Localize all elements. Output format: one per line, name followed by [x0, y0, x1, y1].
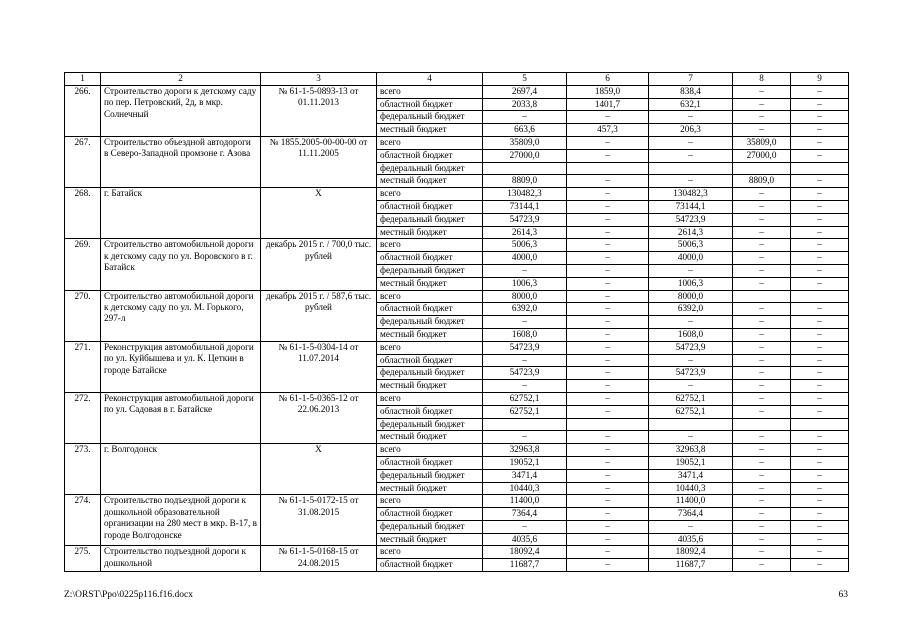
- funding-source: федеральный бюджет: [377, 418, 483, 431]
- amount-cell: –: [567, 431, 649, 444]
- project-document: № 61-1-5-0168-15 от 24.08.2015: [261, 546, 377, 572]
- amount-cell: –: [567, 303, 649, 316]
- amount-cell: 4035,6: [649, 533, 733, 546]
- amount-cell: –: [567, 392, 649, 405]
- amount-cell: [649, 418, 733, 431]
- amount-cell: –: [649, 354, 733, 367]
- amount-cell: –: [733, 226, 791, 239]
- amount-cell: –: [567, 316, 649, 329]
- amount-cell: –: [791, 175, 849, 188]
- amount-cell: –: [483, 264, 567, 277]
- column-header: 6: [567, 73, 649, 86]
- amount-cell: 18092,4: [483, 546, 567, 559]
- budget-table: [64, 72, 849, 572]
- amount-cell: –: [791, 456, 849, 469]
- amount-cell: –: [791, 239, 849, 252]
- amount-cell: –: [791, 316, 849, 329]
- amount-cell: 5006,3: [649, 239, 733, 252]
- amount-cell: 62752,1: [649, 405, 733, 418]
- amount-cell: –: [791, 303, 849, 316]
- funding-source: областной бюджет: [377, 354, 483, 367]
- amount-cell: 7364,4: [649, 508, 733, 521]
- object-name: Строительство объездной автодороги в Северо-Западной промзоне г. Азова: [101, 136, 261, 187]
- column-header: 2: [101, 73, 261, 86]
- amount-cell: 8000,0: [649, 290, 733, 303]
- amount-cell: –: [567, 520, 649, 533]
- amount-cell: 7364,4: [483, 508, 567, 521]
- amount-cell: [483, 418, 567, 431]
- amount-cell: 1006,3: [649, 277, 733, 290]
- table-row: [65, 136, 849, 149]
- amount-cell: 27000,0: [483, 149, 567, 162]
- object-name: Строительство автомобильной дороги к детскому саду по ул. М. Горького, 297-л: [101, 290, 261, 341]
- amount-cell: –: [649, 149, 733, 162]
- funding-source: областной бюджет: [377, 98, 483, 111]
- amount-cell: 206,3: [649, 124, 733, 137]
- amount-cell: –: [791, 200, 849, 213]
- amount-cell: –: [649, 175, 733, 188]
- amount-cell: 54723,9: [483, 213, 567, 226]
- amount-cell: –: [791, 533, 849, 546]
- funding-source: областной бюджет: [377, 405, 483, 418]
- project-document: декабрь 2015 г. / 587,6 тыс. рублей: [261, 290, 377, 341]
- object-name: Строительство подъездной дороги к дошкольной образовательной организации на 280 мест в мкр. В-17, в городе Волгодонске: [101, 495, 261, 546]
- amount-cell: –: [649, 520, 733, 533]
- amount-cell: –: [791, 520, 849, 533]
- amount-cell: –: [649, 380, 733, 393]
- project-document: Х: [261, 188, 377, 239]
- amount-cell: –: [733, 533, 791, 546]
- amount-cell: –: [483, 380, 567, 393]
- amount-cell: –: [567, 200, 649, 213]
- amount-cell: –: [567, 405, 649, 418]
- amount-cell: 54723,9: [483, 341, 567, 354]
- amount-cell: –: [567, 495, 649, 508]
- amount-cell: –: [567, 559, 649, 572]
- amount-cell: –: [733, 444, 791, 457]
- funding-source: областной бюджет: [377, 559, 483, 572]
- funding-source: федеральный бюджет: [377, 316, 483, 329]
- project-document: № 61-1-5-0304-14 от 11.07.2014: [261, 341, 377, 392]
- item-number: 269.: [65, 239, 101, 290]
- amount-cell: –: [567, 482, 649, 495]
- amount-cell: –: [791, 495, 849, 508]
- object-name: Строительство подъездной дороги к дошкольной: [101, 546, 261, 572]
- amount-cell: 10440,3: [649, 482, 733, 495]
- funding-source: федеральный бюджет: [377, 520, 483, 533]
- amount-cell: –: [733, 469, 791, 482]
- amount-cell: [567, 162, 649, 175]
- amount-cell: –: [791, 482, 849, 495]
- amount-cell: [567, 418, 649, 431]
- amount-cell: –: [733, 264, 791, 277]
- amount-cell: 18092,4: [649, 546, 733, 559]
- amount-cell: 32963,8: [649, 444, 733, 457]
- amount-cell: –: [791, 405, 849, 418]
- amount-cell: 2614,3: [483, 226, 567, 239]
- column-header: 5: [483, 73, 567, 86]
- funding-source: федеральный бюджет: [377, 162, 483, 175]
- amount-cell: –: [733, 328, 791, 341]
- funding-source: федеральный бюджет: [377, 264, 483, 277]
- amount-cell: 35809,0: [483, 136, 567, 149]
- amount-cell: –: [791, 124, 849, 137]
- amount-cell: –: [791, 341, 849, 354]
- object-name: Строительство автомобильной дороги к детскому саду по ул. Воровского в г. Батайск: [101, 239, 261, 290]
- amount-cell: 62752,1: [483, 405, 567, 418]
- amount-cell: 6392,0: [483, 303, 567, 316]
- amount-cell: –: [567, 226, 649, 239]
- table-row: [65, 444, 849, 457]
- amount-cell: 8809,0: [483, 175, 567, 188]
- amount-cell: 6392,0: [649, 303, 733, 316]
- amount-cell: –: [733, 341, 791, 354]
- amount-cell: –: [791, 469, 849, 482]
- amount-cell: 11400,0: [483, 495, 567, 508]
- column-header: 9: [791, 73, 849, 86]
- amount-cell: 1608,0: [483, 328, 567, 341]
- amount-cell: –: [733, 431, 791, 444]
- amount-cell: 54723,9: [483, 367, 567, 380]
- amount-cell: 1006,3: [483, 277, 567, 290]
- amount-cell: [649, 162, 733, 175]
- header-row: [65, 73, 849, 86]
- amount-cell: –: [791, 111, 849, 124]
- funding-source: местный бюджет: [377, 175, 483, 188]
- amount-cell: –: [791, 354, 849, 367]
- amount-cell: 1401,7: [567, 98, 649, 111]
- column-header: 3: [261, 73, 377, 86]
- amount-cell: –: [733, 508, 791, 521]
- amount-cell: [791, 162, 849, 175]
- amount-cell: –: [649, 316, 733, 329]
- table-row: [65, 85, 849, 98]
- amount-cell: 4000,0: [649, 252, 733, 265]
- amount-cell: –: [733, 482, 791, 495]
- amount-cell: –: [567, 136, 649, 149]
- amount-cell: –: [733, 392, 791, 405]
- amount-cell: 130482,3: [649, 188, 733, 201]
- amount-cell: –: [567, 264, 649, 277]
- item-number: 273.: [65, 444, 101, 495]
- amount-cell: –: [733, 405, 791, 418]
- amount-cell: 62752,1: [649, 392, 733, 405]
- amount-cell: –: [791, 85, 849, 98]
- funding-source: федеральный бюджет: [377, 469, 483, 482]
- amount-cell: 19052,1: [649, 456, 733, 469]
- amount-cell: –: [567, 456, 649, 469]
- amount-cell: –: [567, 354, 649, 367]
- funding-source: федеральный бюджет: [377, 213, 483, 226]
- amount-cell: [483, 162, 567, 175]
- amount-cell: –: [791, 546, 849, 559]
- amount-cell: –: [649, 136, 733, 149]
- amount-cell: –: [567, 149, 649, 162]
- amount-cell: 4000,0: [483, 252, 567, 265]
- amount-cell: [733, 162, 791, 175]
- funding-source: всего: [377, 444, 483, 457]
- column-header: 8: [733, 73, 791, 86]
- funding-source: всего: [377, 239, 483, 252]
- amount-cell: –: [733, 354, 791, 367]
- object-name: г. Батайск: [101, 188, 261, 239]
- amount-cell: 54723,9: [649, 341, 733, 354]
- item-number: 272.: [65, 392, 101, 443]
- amount-cell: 3471,4: [649, 469, 733, 482]
- project-document: № 61-1-5-0893-13 от 01.11.2013: [261, 85, 377, 136]
- funding-source: федеральный бюджет: [377, 111, 483, 124]
- item-number: 271.: [65, 341, 101, 392]
- object-name: Реконструкция автомобильной дороги по ул. Садовая в г. Батайске: [101, 392, 261, 443]
- amount-cell: 1859,0: [567, 85, 649, 98]
- amount-cell: [791, 418, 849, 431]
- funding-source: местный бюджет: [377, 277, 483, 290]
- amount-cell: 10440,3: [483, 482, 567, 495]
- amount-cell: 457,3: [567, 124, 649, 137]
- amount-cell: –: [567, 367, 649, 380]
- amount-cell: –: [791, 328, 849, 341]
- funding-source: местный бюджет: [377, 533, 483, 546]
- amount-cell: [733, 418, 791, 431]
- amount-cell: –: [733, 559, 791, 572]
- amount-cell: [791, 290, 849, 303]
- page-number: 63: [838, 590, 848, 600]
- amount-cell: 32963,8: [483, 444, 567, 457]
- amount-cell: –: [567, 252, 649, 265]
- amount-cell: –: [733, 495, 791, 508]
- funding-source: местный бюджет: [377, 482, 483, 495]
- funding-source: всего: [377, 495, 483, 508]
- amount-cell: –: [791, 226, 849, 239]
- table-row: [65, 290, 849, 303]
- amount-cell: 663,6: [483, 124, 567, 137]
- amount-cell: 73144,1: [483, 200, 567, 213]
- amount-cell: –: [733, 239, 791, 252]
- amount-cell: –: [483, 354, 567, 367]
- funding-source: областной бюджет: [377, 252, 483, 265]
- amount-cell: 54723,9: [649, 367, 733, 380]
- funding-source: областной бюджет: [377, 149, 483, 162]
- amount-cell: –: [733, 252, 791, 265]
- column-header: 1: [65, 73, 101, 86]
- amount-cell: 8809,0: [733, 175, 791, 188]
- funding-source: областной бюджет: [377, 456, 483, 469]
- amount-cell: –: [567, 188, 649, 201]
- amount-cell: 8000,0: [483, 290, 567, 303]
- item-number: 268.: [65, 188, 101, 239]
- amount-cell: –: [483, 431, 567, 444]
- item-number: 270.: [65, 290, 101, 341]
- funding-source: всего: [377, 136, 483, 149]
- amount-cell: 1608,0: [649, 328, 733, 341]
- amount-cell: –: [733, 277, 791, 290]
- amount-cell: –: [483, 316, 567, 329]
- funding-source: всего: [377, 341, 483, 354]
- amount-cell: –: [791, 277, 849, 290]
- funding-source: всего: [377, 392, 483, 405]
- funding-source: местный бюджет: [377, 226, 483, 239]
- funding-source: всего: [377, 188, 483, 201]
- funding-source: всего: [377, 85, 483, 98]
- amount-cell: –: [567, 341, 649, 354]
- amount-cell: –: [567, 290, 649, 303]
- amount-cell: –: [791, 380, 849, 393]
- amount-cell: 5006,3: [483, 239, 567, 252]
- funding-source: областной бюджет: [377, 200, 483, 213]
- amount-cell: –: [733, 546, 791, 559]
- amount-cell: –: [791, 367, 849, 380]
- amount-cell: –: [649, 431, 733, 444]
- object-name: Строительство дороги к детскому саду по пер. Петровский, 2д, в мкр. Солнечный: [101, 85, 261, 136]
- amount-cell: –: [791, 559, 849, 572]
- funding-source: местный бюджет: [377, 124, 483, 137]
- project-document: № 61-1-5-0365-12 от 22.06.2013: [261, 392, 377, 443]
- funding-source: всего: [377, 546, 483, 559]
- funding-source: федеральный бюджет: [377, 367, 483, 380]
- amount-cell: –: [733, 111, 791, 124]
- amount-cell: 62752,1: [483, 392, 567, 405]
- item-number: 275.: [65, 546, 101, 572]
- project-document: № 61-1-5-0172-15 от 31.08.2015: [261, 495, 377, 546]
- funding-source: местный бюджет: [377, 328, 483, 341]
- amount-cell: –: [567, 546, 649, 559]
- amount-cell: –: [733, 213, 791, 226]
- funding-source: всего: [377, 290, 483, 303]
- amount-cell: 73144,1: [649, 200, 733, 213]
- amount-cell: –: [567, 469, 649, 482]
- amount-cell: –: [791, 136, 849, 149]
- amount-cell: –: [733, 98, 791, 111]
- project-document: Х: [261, 444, 377, 495]
- amount-cell: –: [791, 213, 849, 226]
- footer-file-path: Z:\ORST\Ppo\0225p116.f16.docx: [64, 590, 193, 600]
- item-number: 266.: [65, 85, 101, 136]
- amount-cell: 3471,4: [483, 469, 567, 482]
- column-header: 4: [377, 73, 483, 86]
- item-number: 274.: [65, 495, 101, 546]
- amount-cell: –: [791, 508, 849, 521]
- amount-cell: –: [791, 392, 849, 405]
- amount-cell: –: [649, 264, 733, 277]
- amount-cell: –: [733, 316, 791, 329]
- item-number: 267.: [65, 136, 101, 187]
- table-row: [65, 341, 849, 354]
- amount-cell: 54723,9: [649, 213, 733, 226]
- amount-cell: 2614,3: [649, 226, 733, 239]
- amount-cell: –: [483, 520, 567, 533]
- amount-cell: –: [567, 533, 649, 546]
- amount-cell: –: [567, 508, 649, 521]
- amount-cell: –: [791, 252, 849, 265]
- object-name: г. Волгодонск: [101, 444, 261, 495]
- amount-cell: 2697,4: [483, 85, 567, 98]
- object-name: Реконструкция автомобильной дороги по ул. Куйбышева и ул. К. Цеткин в городе Батайске: [101, 341, 261, 392]
- table-row: [65, 392, 849, 405]
- amount-cell: –: [567, 213, 649, 226]
- amount-cell: –: [791, 149, 849, 162]
- amount-cell: [733, 290, 791, 303]
- amount-cell: 19052,1: [483, 456, 567, 469]
- amount-cell: –: [733, 124, 791, 137]
- amount-cell: –: [567, 380, 649, 393]
- amount-cell: –: [567, 239, 649, 252]
- table-row: [65, 495, 849, 508]
- amount-cell: –: [567, 111, 649, 124]
- amount-cell: 11400,0: [649, 495, 733, 508]
- amount-cell: –: [733, 85, 791, 98]
- amount-cell: –: [649, 111, 733, 124]
- table-row: [65, 239, 849, 252]
- amount-cell: 2033,8: [483, 98, 567, 111]
- amount-cell: 130482,3: [483, 188, 567, 201]
- project-document: декабрь 2015 г. / 700,0 тыс. рублей: [261, 239, 377, 290]
- amount-cell: –: [791, 444, 849, 457]
- amount-cell: 11687,7: [649, 559, 733, 572]
- amount-cell: 35809,0: [733, 136, 791, 149]
- amount-cell: –: [567, 444, 649, 457]
- amount-cell: –: [567, 277, 649, 290]
- amount-cell: –: [483, 111, 567, 124]
- amount-cell: –: [733, 200, 791, 213]
- amount-cell: –: [567, 328, 649, 341]
- amount-cell: –: [733, 303, 791, 316]
- funding-source: местный бюджет: [377, 380, 483, 393]
- funding-source: областной бюджет: [377, 508, 483, 521]
- table-row: [65, 546, 849, 559]
- amount-cell: –: [733, 367, 791, 380]
- amount-cell: –: [733, 520, 791, 533]
- amount-cell: 632,1: [649, 98, 733, 111]
- table-row: [65, 188, 849, 201]
- column-header: 7: [649, 73, 733, 86]
- amount-cell: 838,4: [649, 85, 733, 98]
- amount-cell: –: [733, 380, 791, 393]
- amount-cell: 27000,0: [733, 149, 791, 162]
- amount-cell: –: [791, 188, 849, 201]
- amount-cell: 4035,6: [483, 533, 567, 546]
- funding-source: местный бюджет: [377, 431, 483, 444]
- amount-cell: –: [791, 264, 849, 277]
- amount-cell: –: [733, 456, 791, 469]
- amount-cell: –: [733, 188, 791, 201]
- amount-cell: 11687,7: [483, 559, 567, 572]
- funding-source: областной бюджет: [377, 303, 483, 316]
- amount-cell: –: [567, 175, 649, 188]
- amount-cell: –: [791, 431, 849, 444]
- amount-cell: –: [791, 98, 849, 111]
- project-document: № 1855.2005-00-00-00 от 11.11.2005: [261, 136, 377, 187]
